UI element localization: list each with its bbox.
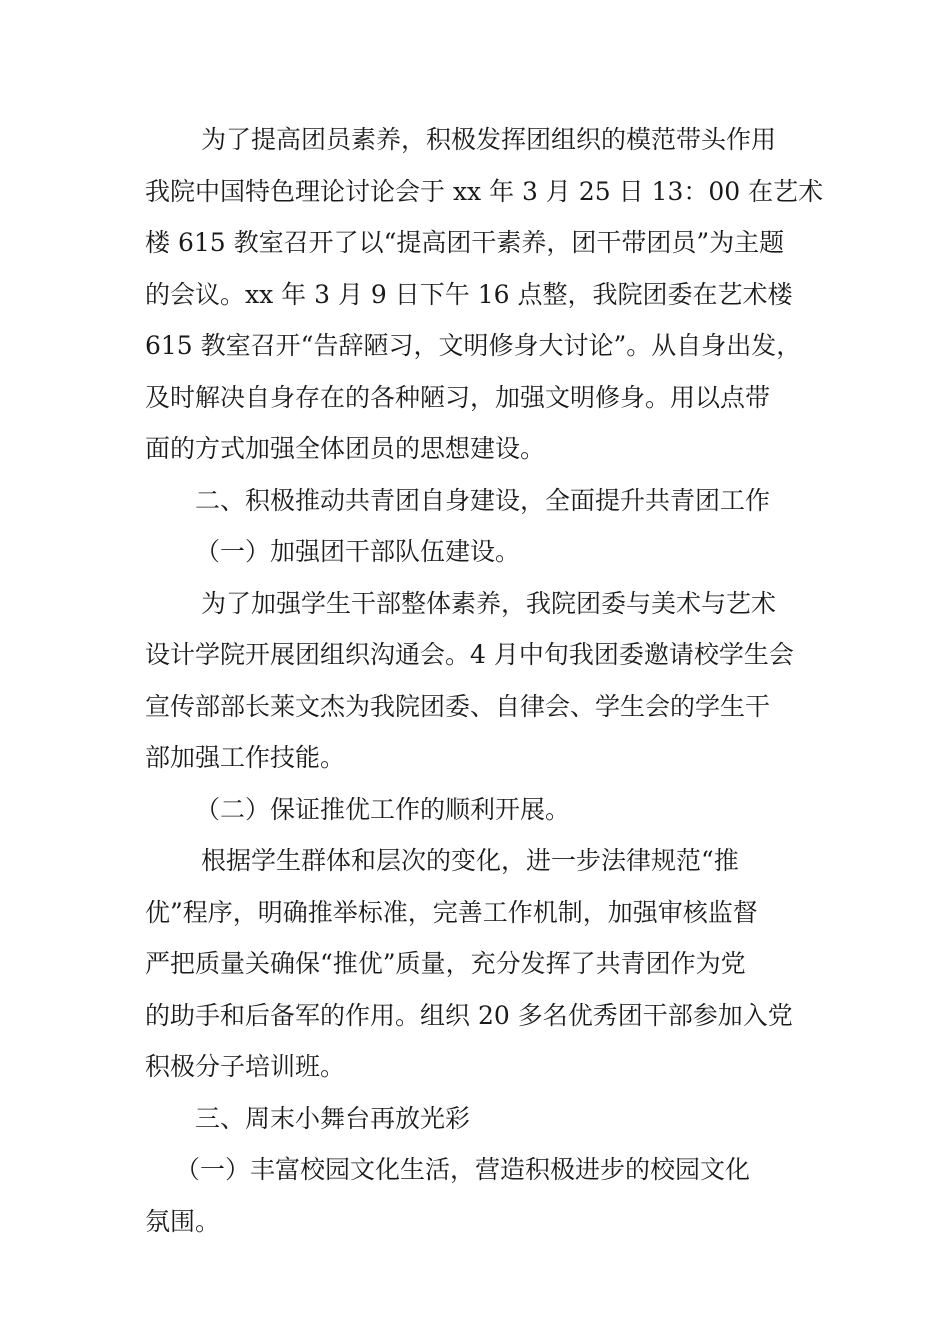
text-line: 及时解决自身存在的各种陋习，加强文明修身。用以点带 <box>145 382 771 412</box>
text-line: （一）丰富校园文化生活，营造积极进步的校园文化 <box>175 1155 751 1184</box>
text-line: 氛围。 <box>145 1206 221 1236</box>
text-line: （二）保证推优工作的顺利开展。 <box>195 794 571 824</box>
text-line: 二、积极推动共青团自身建设，全面提升共青团工作 <box>195 485 771 515</box>
text-line: 的会议。xx 年 3 月 9 日下午 16 点整，我院团委在艺术楼 <box>145 279 793 309</box>
text-line: 宣传部部长莱文杰为我院团委、自律会、学生会的学生干 <box>145 691 771 721</box>
text-line: 设计学院开展团组织沟通会。4 月中旬我团委邀请校学生会 <box>145 640 794 669</box>
text-line: 优”程序，明确推举标准，完善工作机制，加强审核监督 <box>145 897 758 927</box>
text-line: 根据学生群体和层次的变化，进一步法律规范“推 <box>201 846 739 875</box>
text-line: 楼 615 教室召开了以“提高团干素养，团干带团员”为主题 <box>145 228 785 257</box>
text-line: 部加强工作技能。 <box>145 743 346 772</box>
text-line: 为了提高团员素养，积极发挥团组织的模范带头作用 <box>201 125 777 154</box>
text-line: 严把质量关确保“推优”质量，充分发挥了共青团作为党 <box>145 949 746 978</box>
text-line: 我院中国特色理论讨论会于 xx 年 3 月 25 日 13：00 在艺术 <box>145 176 824 206</box>
text-line: 为了加强学生干部整体素养，我院团委与美术与艺术 <box>201 588 777 618</box>
text-line: 三、周末小舞台再放光彩 <box>195 1103 471 1133</box>
text-line: 积极分子培训班。 <box>145 1052 346 1081</box>
text-line: 面的方式加强全体团员的思想建设。 <box>145 434 546 463</box>
text-line: 615 教室召开“告辞陋习，文明修身大讨论”。从自身出发， <box>145 331 802 360</box>
text-line: 的助手和后备军的作用。组织 20 多名优秀团干部参加入党 <box>145 1000 793 1030</box>
text-line: （一）加强团干部队伍建设。 <box>195 537 521 566</box>
